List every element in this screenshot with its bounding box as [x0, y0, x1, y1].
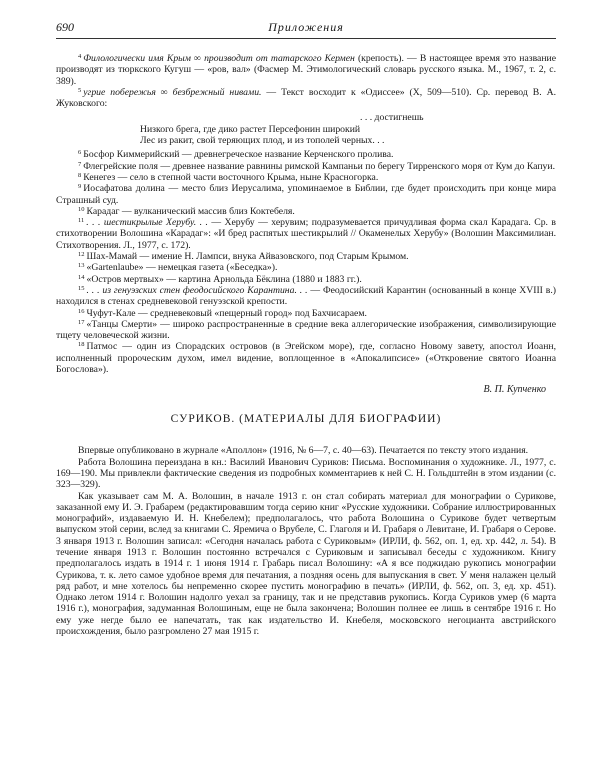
footnote-8: $^8$ Кенегез — село в степной части восточного Крыма, ныне Красногорка. [78, 171, 379, 183]
section-body [56, 445, 556, 637]
footnote-12: $^{12}$ Шах-Мамай — имение Н. Лампси, внука Айвазовского, под Старым Крымом. [78, 251, 409, 263]
document-page [56, 18, 556, 637]
body-paragraph-1: Впервые опубликовано в журнале «Аполлон» (1916, № 6—7, с. 40—63). Печатается по тексту этого издания. [78, 445, 529, 457]
footnote-16: $^{16}$ Чуфут-Кале — средневековый «пещерный город» под Бахчисараем. [78, 307, 367, 319]
footnote-5: $^5$ угрие побережья ∞ безбрежный нивами. — Текст восходит к «Одиссее» (X, 509—510). Ср. перевод В. А. Жуковского: [56, 86, 556, 110]
footnote-9: $^9$ Иосафатова долина — место близ Иерусалима, упоминаемое в Библии, где будет происходить при конце мира Страшный суд. [56, 183, 556, 206]
footnote-13: $^{13}$ «Gartenlaube» — немецкая газета («Беседка»). [78, 262, 278, 274]
footnote-4: $^4$ Филологически имя Крым ∞ производит от татарского Кермен (крепость). — В настоящее время это название производят из тюркского Кугуш — «ров, вал» (Фасмер М. Этимологический словарь русского языка. М., 1967, т. 2, с. 389). [56, 53, 556, 87]
footnote-14: $^{14}$ «Остров мертвых» — картина Арнольда Бёклина (1880 и 1883 гг.). [78, 273, 362, 285]
verse-quote: . . . достигнешь Низкого брега, где дико растет Персефонин широкий Лес из ракит, свой теряющих плод, и из тополей черных. . . [140, 112, 424, 147]
running-header [56, 18, 556, 39]
page-number: 690 [56, 20, 74, 34]
body-paragraph-2: Работа Волошина переиздана в кн.: Василий Иванович Суриков: Письма. Воспоминания о художнике. Л., 1977, с. 169—190. Мы привлекли фактические сведения из подробных комментариев к ней С. Н. Гольдштейн в этом издании (с. 323—329). [56, 456, 556, 491]
footnote-10: $^{10}$ Карадаг — вулканический массив близ Коктебеля. [78, 205, 295, 217]
footnote-7: $^7$ Флегрейские поля — древнее название равнины римской Кампаньи по берегу Тирренского моря от Кум до Капуи. [78, 160, 555, 172]
author-signature: В. П. Купченко [483, 384, 546, 396]
footnote-15: $^{15}$ . . . из генуэзских стен феодосийского Карантина. . . — Феодосийский Карантин (основанный в конце XVIII в.) находился в стенах средневековой генуэзской крепости. [56, 284, 557, 308]
running-title: Приложения [268, 20, 344, 34]
footnote-6: $^6$ Босфор Киммерийский — древнегреческое название Керченского пролива. [78, 149, 394, 161]
body-paragraph-3: Как указывает сам М. А. Волошин, в начале 1913 г. он стал собирать материал для монографии о Сурикове, заказанной ему И. Э. Грабарем (редактировавшим тогда серию книг «Русские художники. Собрание иллюстрированных монографий», издаваемую И. Н. Кнебелем); предполагалось, что работа Волошина о Сурикове будет четвертым выпуском этой серии, вслед за книгами С. Яремича о Врубеле, С. Глаголя и И. Грабаря о Левитане, И. Грабаря о Серове. 3 января 1913 г. Волошин записал: «Сегодня началась работа с Суриковым» (ИРЛИ, ф. 562, оп. 1, ед. хр. 442, л. 54). В течение января 1913 г. Волошин постоянно встречался с Суриковым и записывал беседы с художником. Книгу предполагалось издать в 1914 г. 1 июня 1914 г. Грабарь писал Волошину: «А я все поджидаю рукопись монографии Сурикова, т. к. лето самое удобное время для печатания, а поздняя осень для выпускания в свет. У меня налажен целый ряд работ, и мне хотелось бы непременно скорее пустить монографию в печать» (ИРЛИ, ф. 562, оп. 3, ед. хр. 451). Однако летом 1914 г. Волошин надолго уехал за границу, так и не представив рукопись. Когда Суриков умер (6 марта 1916 г.), монография, задуманная Волошиным, еще не была закончена; Волошин полнее ее лишь в сентябре 1916 г. Но ему уже негде было ее напечатать, так как издательство И. Кнебеля, московского негоцианта австрийского происхождения, было разгромлено 27 мая 1915 г. [56, 490, 556, 638]
footnote-11: $^{11}$ . . . шестикрылые Херубу. . . — Херубу — херувим; подразумевается причудливая форма скал Карадага. Ср. в стихотворении Волошина «Карадаг»: «И бред распятых шестикрылий // Окаменелых Херубу» (Волошин Максимилиан. Стихотворения. Л., 1977, с. 172). [56, 217, 556, 251]
footnotes [56, 53, 556, 375]
footnote-18: $^{18}$ Патмос — один из Спорадских островов (в Эгейском море), где, согласно Новому завету, апостол Иоанн, исполненный пророческим духом, имел видение, воплощенное в «Апокалипсисе» («Откровение святого Иоанна Богослова»). [56, 341, 556, 376]
footnote-17: $^{17}$ «Танцы Смерти» — широко распространенные в средние века аллегорические изображения, символизирующие тщету человеческой жизни. [56, 318, 556, 342]
section-title: СУРИКОВ. (МАТЕРИАЛЫ ДЛЯ БИОГРАФИИ) [170, 413, 442, 426]
